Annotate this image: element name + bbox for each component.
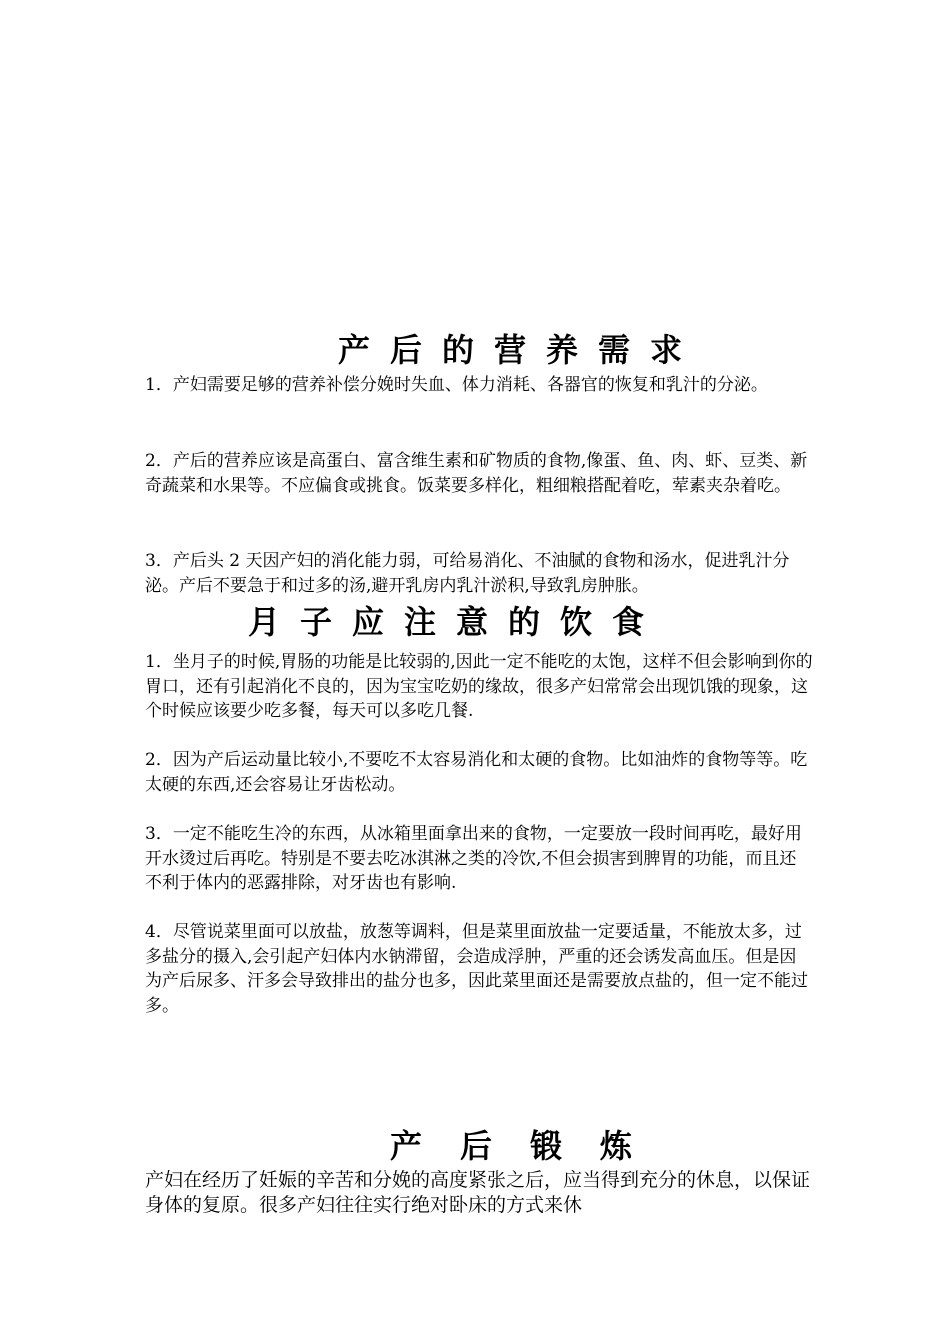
- heading-postpartum-exercise: 产后锻炼: [390, 1127, 671, 1165]
- paragraph-diet-3: 3．一定不能吃生冷的东西，从冰箱里面拿出来的食物，一定要放一段时间再吃，最好用开水烫过后再吃。特别是不要去吃冰淇淋之类的冷饮,不但会损害到脾胃的功能，而且还不利于体内的恶露排除，对牙齿也有影响.: [145, 824, 802, 893]
- heading-confinement-diet: 月子应注意的饮食: [248, 603, 665, 641]
- paragraph-nutrition-3: 3．产后头 2 天因产妇的消化能力弱，可给易消化、不油腻的食物和汤水，促进乳汁分泌。产后不要急于和过多的汤,避开乳房内乳汁淤积,导致乳房肿胀。: [145, 551, 790, 596]
- paragraph-diet-1: 1．坐月子的时候,胃肠的功能是比较弱的,因此一定不能吃的太饱，这样不但会影响到你的胃口，还有引起消化不良的，因为宝宝吃奶的缘故，很多产妇常常会出现饥饿的现象，这个时候应该要少吃多餐，每天可以多吃几餐.: [145, 652, 813, 721]
- paragraph-nutrition-2: 2．产后的营养应该是高蛋白、富含维生素和矿物质的食物,像蛋、鱼、肉、虾、豆类、新奇蔬菜和水果等。不应偏食或挑食。饭菜要多样化，粗细粮搭配着吃，荤素夹杂着吃。: [145, 451, 808, 496]
- paragraph-diet-2: 2．因为产后运动量比较小,不要吃不太容易消化和太硬的食物。比如油炸的食物等等。吃太硬的东西,还会容易让牙齿松动。: [145, 750, 808, 795]
- paragraph-diet-4: 4．尽管说菜里面可以放盐，放葱等调料，但是菜里面放盐一定要适量，不能放太多，过多盐分的摄入,会引起产妇体内水钠滞留，会造成浮肿，严重的还会诱发高血压。但是因为产后尿多、汗多会导致排出的盐分也多，因此菜里面还是需要放点盐的，但一定不能过多。: [145, 922, 808, 1016]
- paragraph-nutrition-1: 1．产妇需要足够的营养补偿分娩时失血、体力消耗、各器官的恢复和乳汁的分泌。: [145, 375, 768, 395]
- heading-postpartum-nutrition: 产后的营养需求: [338, 331, 703, 369]
- paragraph-exercise-1: 产妇在经历了妊娠的辛苦和分娩的高度紧张之后，应当得到充分的休息，以保证身体的复原。很多产妇往往实行绝对卧床的方式来休: [145, 1169, 811, 1216]
